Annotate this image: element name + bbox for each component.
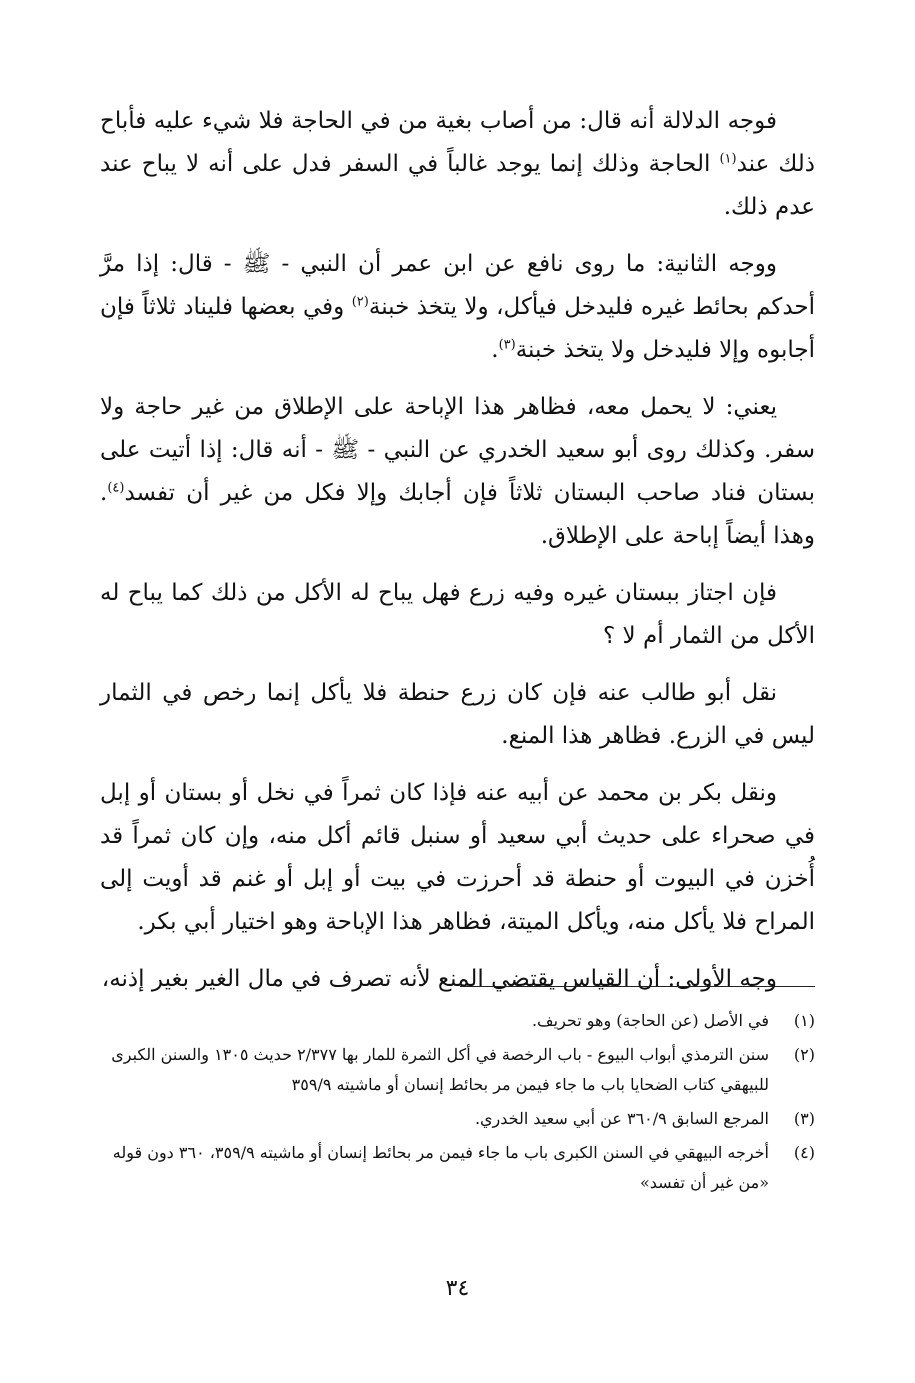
page-number: ٣٤ — [445, 1276, 470, 1301]
paragraph-text: ووجه الثانية: ما روى نافع عن ابن عمر أن النبي - ﷺ - قال: إذا مرَّ أحدكم بحائط غيره فليدخل فيأكل، ولا يتخذ خبنة — [100, 251, 816, 320]
footnote-3 — [100, 1104, 815, 1134]
footnote-text: سنن الترمذي أبواب البيوع - باب الرخصة في أكل الثمرة للمار بها ٢/٣٧٧ حديث ١٣٠٥ والسنن الكبرى للبيهقي كتاب الضحايا باب ما جاء فيمن مر بحائط إنسان أو ماشيته ٣٥٩/٩ — [111, 1045, 769, 1094]
footnote-text: في الأصل (عن الحاجة) وهو تحريف. — [531, 1011, 769, 1030]
footnote-divider — [460, 986, 815, 987]
footnote-2 — [100, 1040, 815, 1100]
footnote-ref: (٤) — [107, 480, 125, 496]
paragraph-text: وفي بعضها فليناد ثلاثاً فإن أجابوه وإلا فليدخل ولا يتخذ خبنة — [100, 294, 815, 363]
footnote-ref: (٣) — [498, 337, 516, 353]
paragraph-4 — [100, 572, 815, 658]
footnotes — [100, 1006, 815, 1202]
footnote-number: (٤) — [793, 1143, 815, 1162]
paragraph-7 — [100, 958, 815, 1001]
paragraph-5 — [100, 672, 815, 758]
footnote-text: أخرجه البيهقي في السنن الكبرى باب ما جاء فيمن مر بحائط إنسان أو ماشيته ٣٥٩/٩، ٣٦٠ دون قوله «من غير أن تفسد» — [112, 1143, 769, 1192]
footnote-1 — [100, 1006, 815, 1036]
footnote-ref: (١) — [719, 151, 737, 167]
footnote-4 — [100, 1138, 815, 1198]
paragraph-text: فوجه الدلالة أنه قال: من أصاب بغية من في الحاجة فلا شيء عليه فأباح ذلك عند — [100, 108, 815, 177]
paragraph-text: فإن اجتاز ببستان غيره وفيه زرع فهل يباح له الأكل من ذلك كما يباح له الأكل من الثمار أم لا ؟ — [100, 580, 815, 649]
main-text — [100, 100, 815, 1015]
paragraph-text: نقل أبو طالب عنه فإن كان زرع حنطة فلا يأكل إنما رخص في الثمار ليس في الزرع. فظاهر هذا المنع. — [100, 680, 815, 749]
paragraph-text: . — [491, 337, 499, 363]
paragraph-3 — [100, 386, 815, 558]
paragraph-1 — [100, 100, 815, 229]
footnote-number: (٢) — [793, 1045, 815, 1064]
paragraph-text: يعني: لا يحمل معه، فظاهر هذا الإباحة على الإطلاق من غير حاجة ولا سفر. وكذلك روى أبو سعيد الخدري عن النبي - ﷺ - أنه قال: إذا أتيت على بستان فناد صاحب البستان ثلاثاً فإن أجابك وإلا فكل من غير أن تفسد — [100, 394, 815, 506]
footnote-ref: (٢) — [351, 294, 369, 310]
paragraph-text: وجه الأولى: أن القياس يقتضي المنع لأنه تصرف في مال الغير بغير إذنه، — [101, 966, 777, 992]
paragraph-text: ونقل بكر بن محمد عن أبيه عنه فإذا كان ثمراً في نخل أو بستان أو إبل في صحراء على حديث أبي سعيد أو سنبل قائم أكل منه، وإن كان ثمراً قد أُخزن في البيوت أو حنطة قد أحرزت في بيت أو إبل أو غنم قد أويت إلى المراح فلا يأكل منه، ويأكل الميتة، فظاهر هذا الإباحة وهو اختيار أبي بكر. — [100, 780, 815, 935]
footnote-number: (١) — [793, 1011, 815, 1030]
paragraph-2 — [100, 243, 815, 372]
footnote-text: المرجع السابق ٣٦٠/٩ عن أبي سعيد الخدري. — [474, 1109, 769, 1128]
paragraph-text: . وهذا أيضاً إباحة على الإطلاق. — [100, 480, 815, 549]
paragraph-6 — [100, 772, 815, 944]
paragraph-text: الحاجة وذلك إنما يوجد غالباً في السفر فدل على أنه لا يباح عند عدم ذلك. — [100, 151, 815, 220]
footnote-number: (٣) — [793, 1109, 815, 1128]
